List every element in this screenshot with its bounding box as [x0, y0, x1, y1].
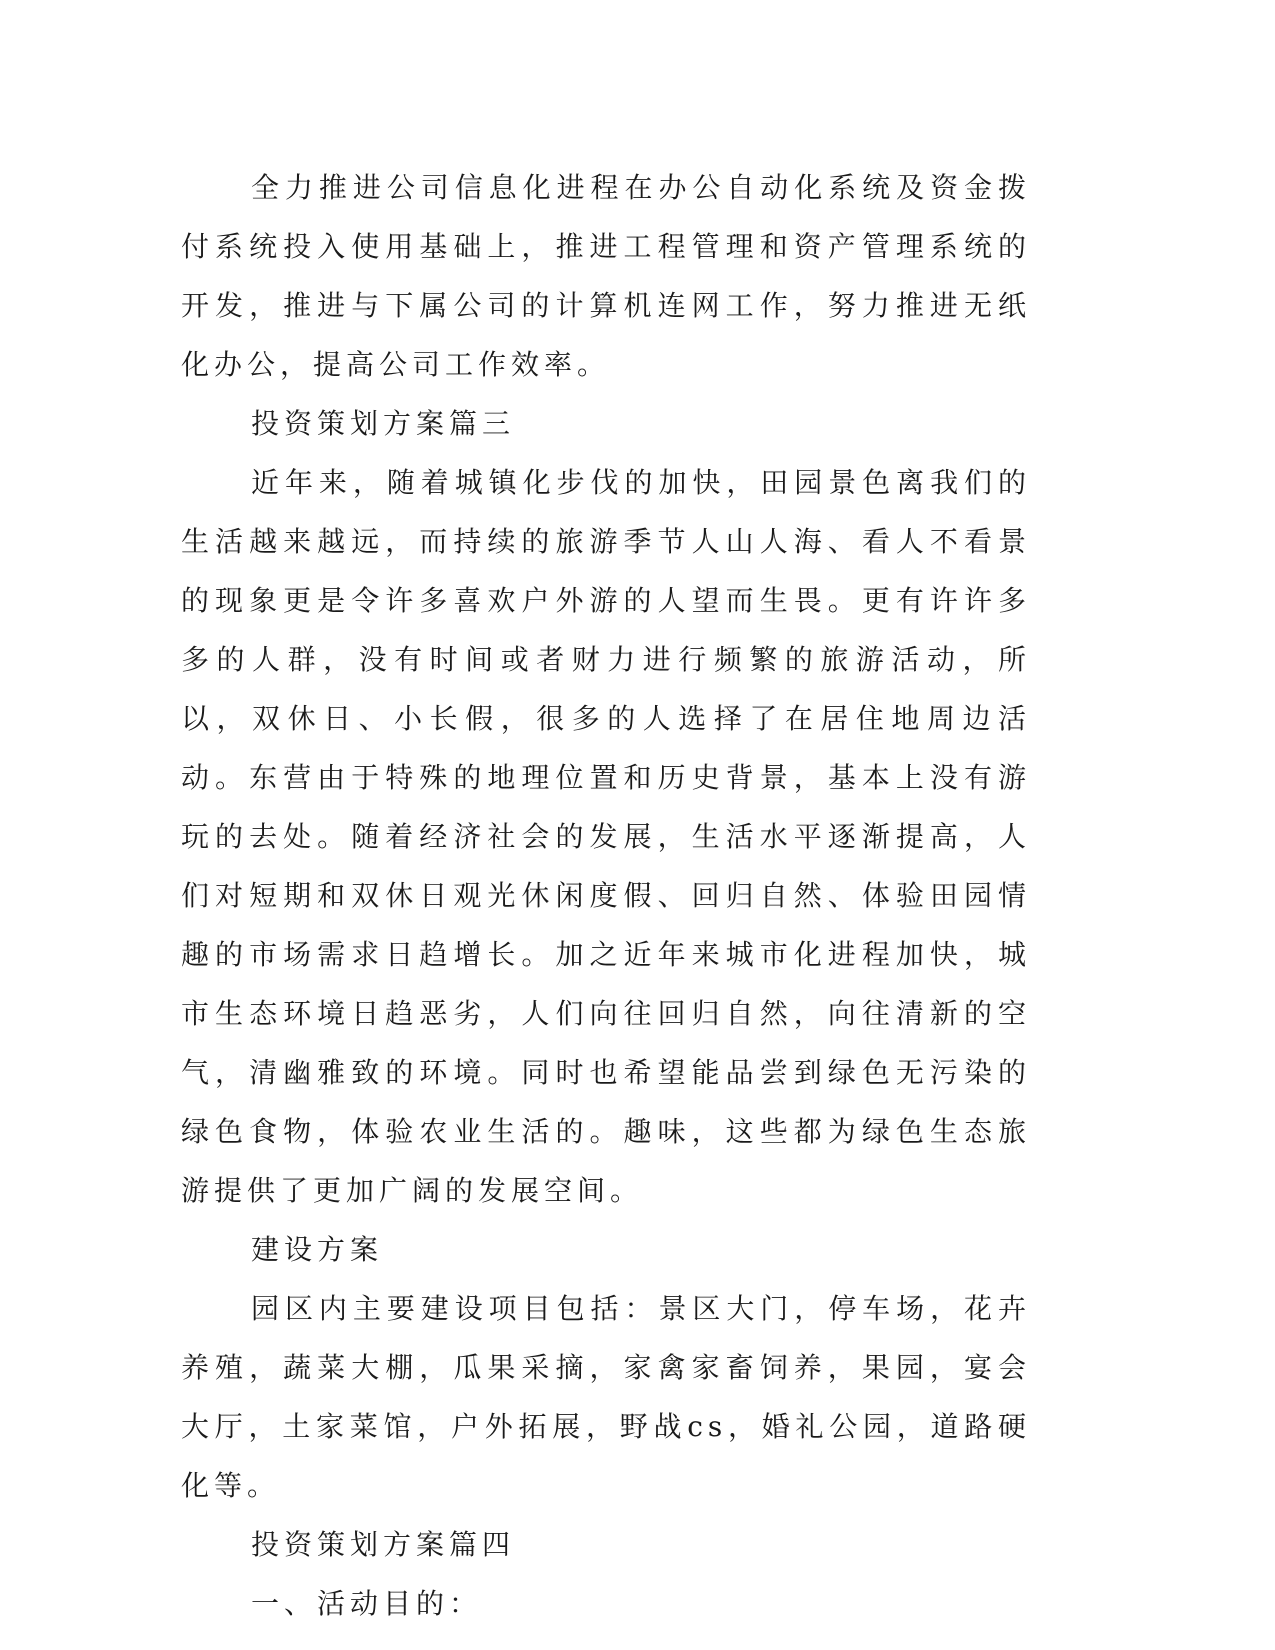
document-body	[181, 158, 1031, 1633]
section-heading-part-three: 投资策划方案篇三	[251, 407, 516, 440]
paragraph-informatization: 全力推进公司信息化进程在办公自动化系统及资金拨付系统投入使用基础上，推进工程管理和资产管理系统的开发，推进与下属公司的计算机连网工作，努力推进无纸化办公，提高公司工作效率。	[181, 171, 1031, 381]
subheading-activity-purpose: 一、活动目的：	[251, 1587, 483, 1620]
paragraph-background: 近年来，随着城镇化步伐的加快，田园景色离我们的生活越来越远，而持续的旅游季节人山人海、看人不看景的现象更是令许多喜欢户外游的人望而生畏。更有许许多多的人群，没有时间或者财力进行频繁的旅游活动，所以，双休日、小长假，很多的人选择了在居住地周边活动。东营由于特殊的地理位置和历史背景，基本上没有游玩的去处。随着经济社会的发展，生活水平逐渐提高，人们对短期和双休日观光休闲度假、回归自然、体验田园情趣的市场需求日趋增长。加之近年来城市化进程加快，城市生态环境日趋恶劣，人们向往回归自然，向往清新的空气，清幽雅致的环境。同时也希望能品尝到绿色无污染的绿色食物，体验农业生活的。趣味，这些都为绿色生态旅游提供了更加广阔的发展空间。	[181, 466, 1031, 1207]
section-heading-part-four: 投资策划方案篇四	[251, 1528, 516, 1561]
section-heading-construction-plan: 建设方案	[251, 1233, 384, 1266]
paragraph-construction-items: 园区内主要建设项目包括：景区大门，停车场，花卉养殖，蔬菜大棚，瓜果采摘，家禽家畜饲养，果园，宴会大厅，土家菜馆，户外拓展，野战cs，婚礼公园，道路硬化等。	[181, 1292, 1031, 1502]
